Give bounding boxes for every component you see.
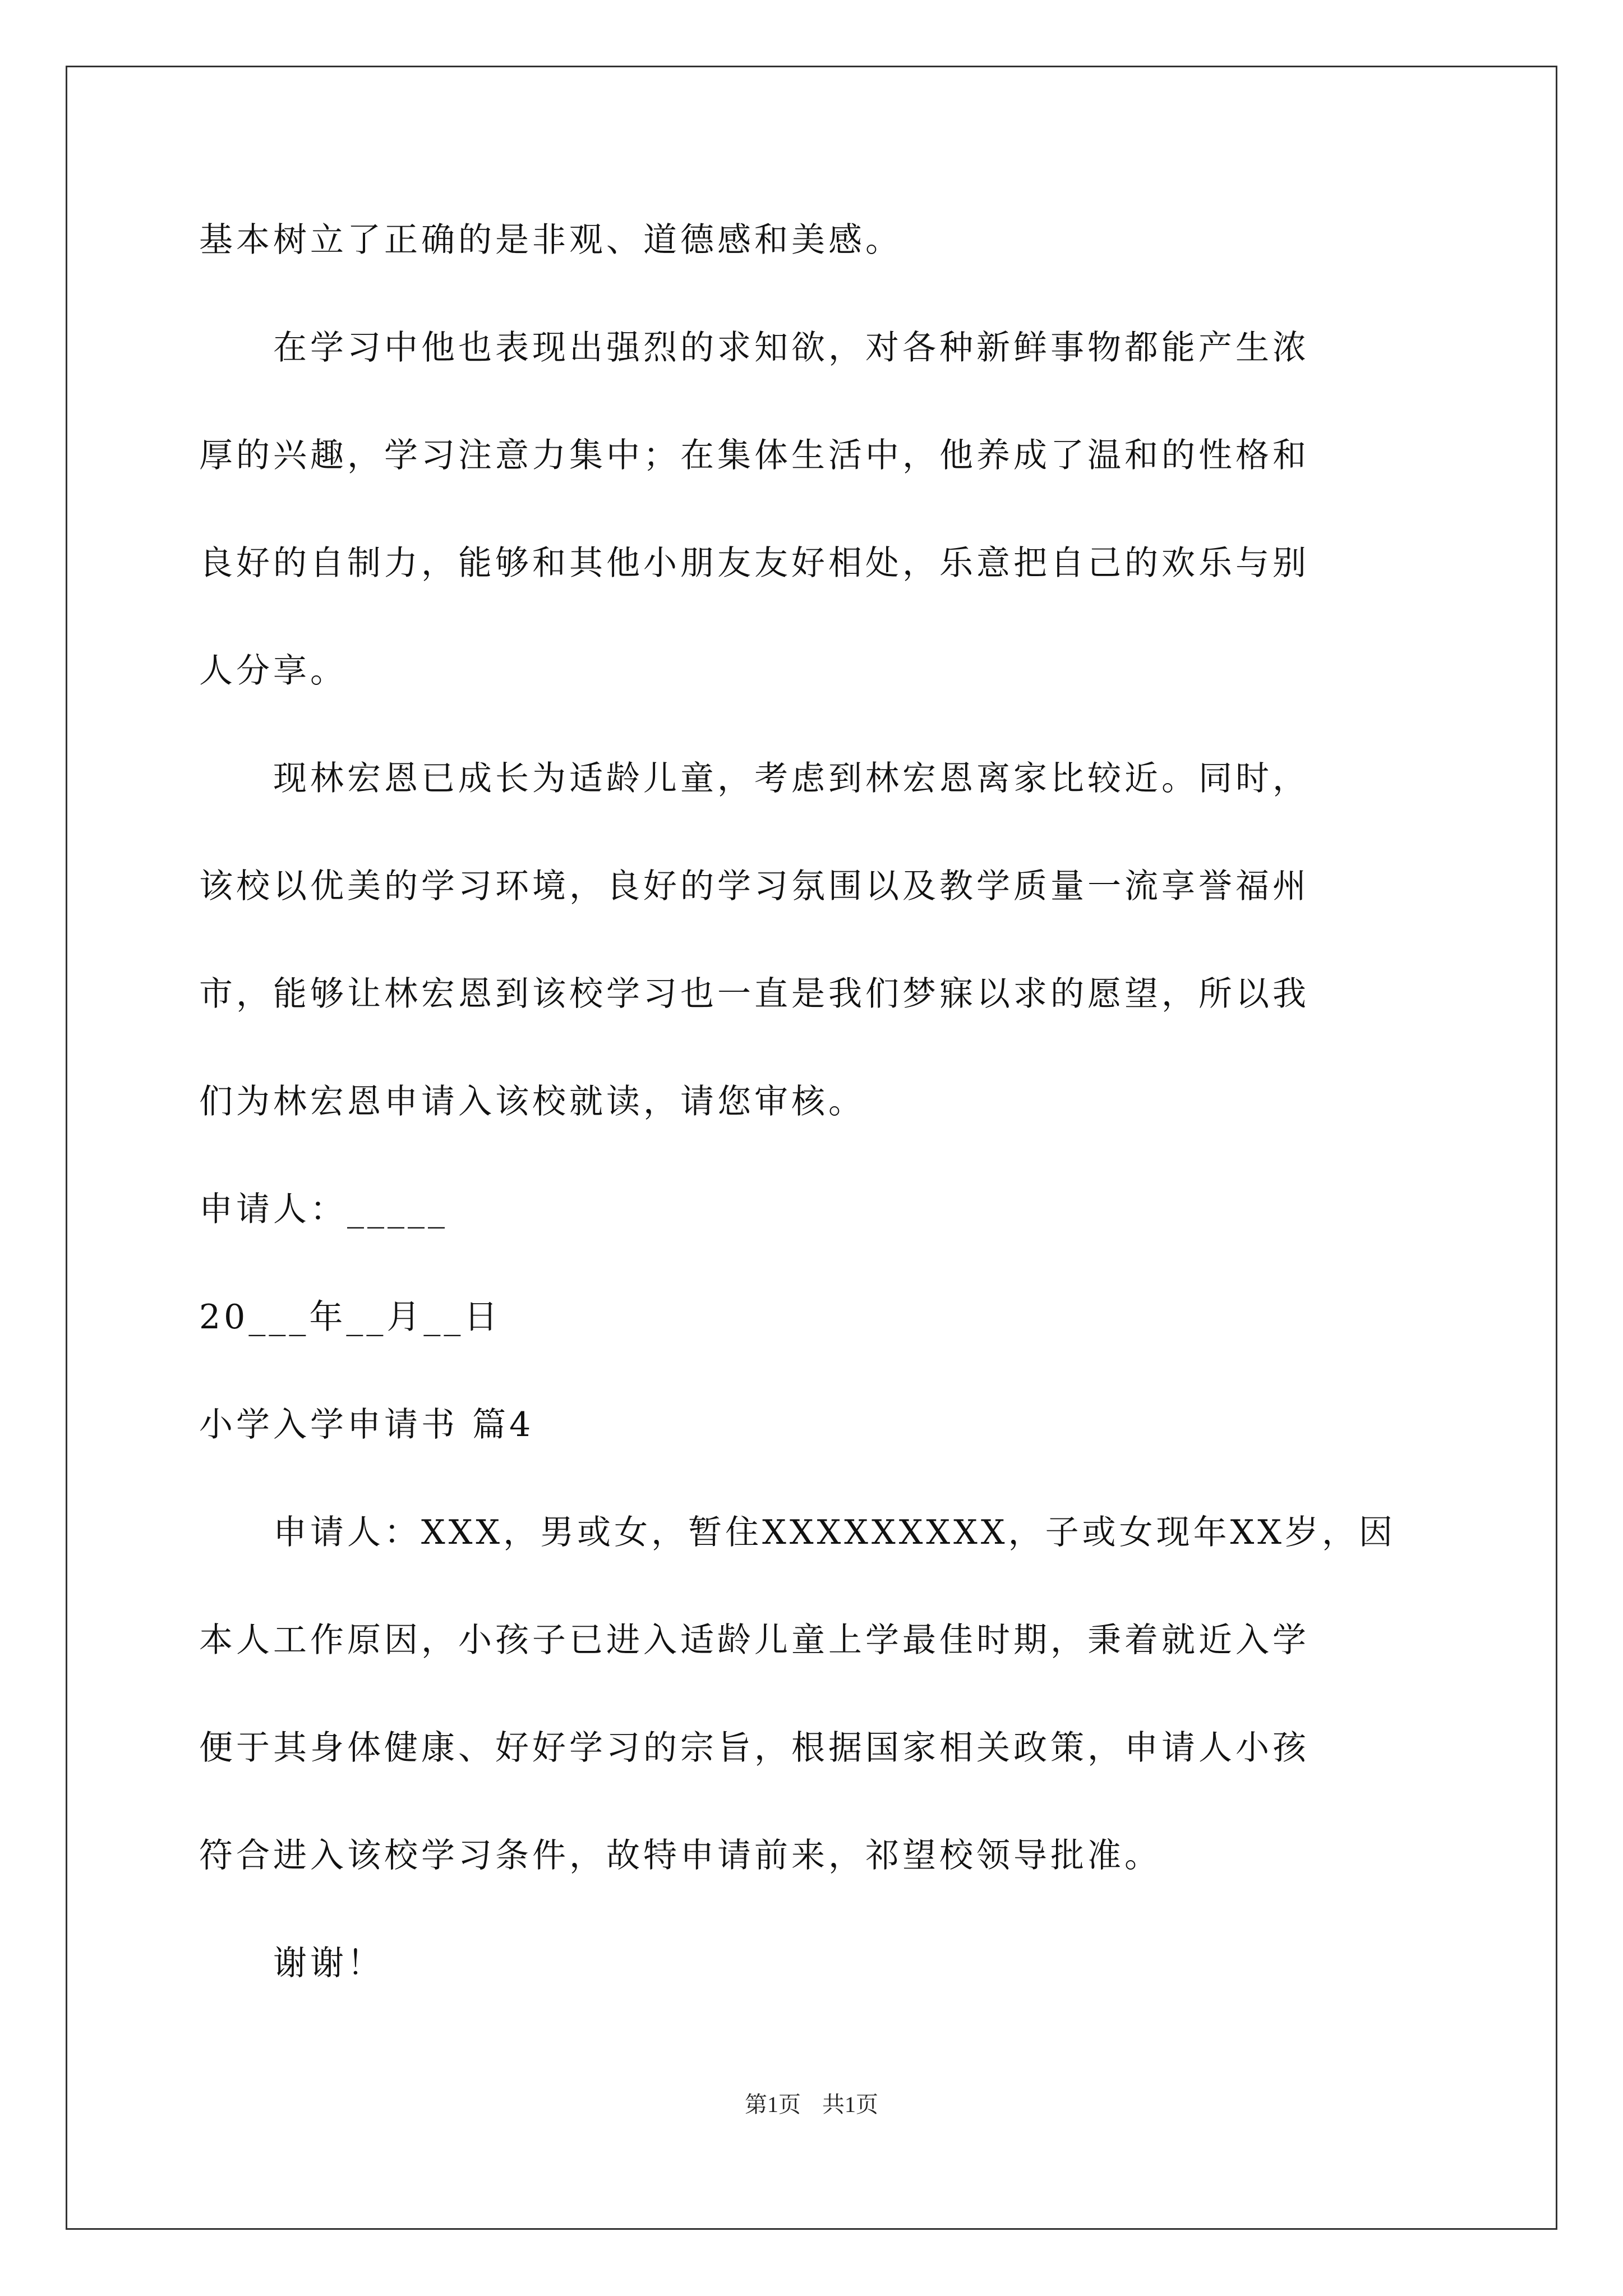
applicant-signature-line: 申请人：_____ <box>199 1190 448 1229</box>
text-line: 申请人：XXX，男或女，暂住XXXXXXXXX，子或女现年XX岁，因 <box>199 1513 1396 1552</box>
text-line: 良好的自制力，能够和其他小朋友友好相处，乐意把自己的欢乐与别 <box>199 544 1310 583</box>
text-line: 人分享。 <box>199 651 347 691</box>
text-line: 现林宏恩已成长为适龄儿童，考虑到林宏恩离家比较近。同时， <box>199 759 1310 798</box>
page-total: 共1页 <box>822 2092 878 2117</box>
text-line: 基本树立了正确的是非观、道德感和美感。 <box>199 220 902 260</box>
text-line: 在学习中他也表现出强烈的求知欲，对各种新鲜事物都能产生浓 <box>199 328 1310 367</box>
text-line: 符合进入该校学习条件，故特申请前来，祁望校领导批准。 <box>199 1836 1161 1875</box>
page-frame <box>66 66 1557 2230</box>
page-footer <box>0 2088 1623 2122</box>
closing-line: 谢谢！ <box>199 1944 384 1983</box>
date-line: 20___年__月__日 <box>199 1297 501 1337</box>
text-line: 便于其身体健康、好好学习的宗旨，根据国家相关政策，申请人小孩 <box>199 1728 1310 1768</box>
text-line: 们为林宏恩申请入该校就读，请您审核。 <box>199 1082 865 1121</box>
text-line: 厚的兴趣，学习注意力集中；在集体生活中，他养成了温和的性格和 <box>199 436 1310 475</box>
page-number: 第1页 <box>745 2092 801 2117</box>
text-line: 该校以优美的学习环境，良好的学习氛围以及教学质量一流享誉福州 <box>199 867 1310 906</box>
section-heading: 小学入学申请书 篇4 <box>199 1405 534 1444</box>
text-line: 市，能够让林宏恩到该校学习也一直是我们梦寐以求的愿望，所以我 <box>199 974 1310 1014</box>
text-line: 本人工作原因，小孩子已进入适龄儿童上学最佳时期，秉着就近入学 <box>199 1621 1310 1660</box>
